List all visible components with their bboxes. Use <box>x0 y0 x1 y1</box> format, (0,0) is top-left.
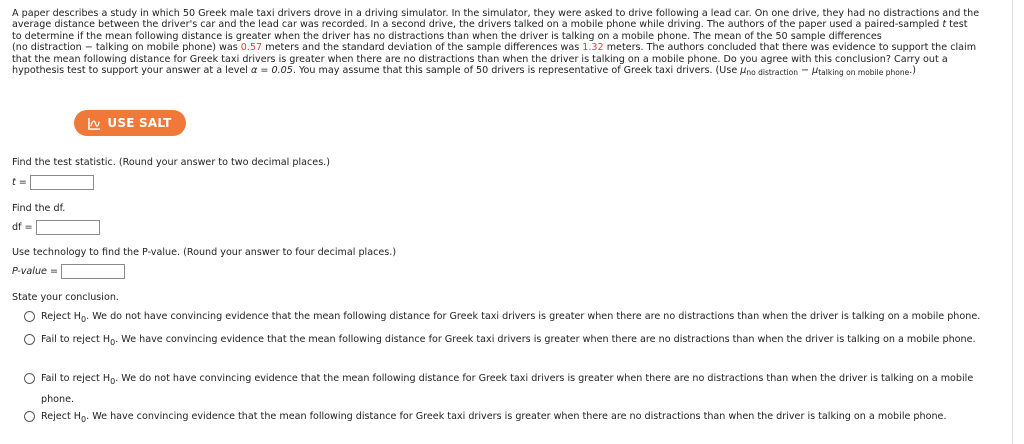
pvalue-row <box>12 264 125 279</box>
option-1-sub: 0 <box>81 314 87 324</box>
prompt-line-4 <box>12 42 1008 53</box>
prompt-line-3: to determine if the mean following distance is greater when the driver has no distractions than when the driver is talking on a mobile phone. The mean of the 50 sample differences <box>12 30 882 42</box>
option-1-prefix: Reject H <box>41 311 82 322</box>
option-4-prefix: Reject H <box>41 411 82 422</box>
conclusion-option-2[interactable] <box>24 331 1001 352</box>
prompt-line-1: A paper describes a study in which 50 Greek male taxi drivers drove in a driving simulator. In the simulator, they were asked to drive following a lead car. On one drive, they had no distractions and the <box>12 8 980 19</box>
option-4-body: . We have convincing evidence that the mean following distance for Greek taxi drivers is greater when there are no distractions than when the driver is talking on a mobile phone. <box>86 411 947 422</box>
df-row <box>12 220 100 235</box>
df-input[interactable] <box>36 220 100 235</box>
conclusion-option-1[interactable] <box>24 308 1001 329</box>
prompt-line-6b: . You may assume that this sample of 50 drivers is representative of Greek taxi drivers. (Use <box>292 65 741 77</box>
radio-button-2[interactable] <box>24 334 35 345</box>
mu-subscript-2: talking on mobile phone <box>818 68 910 78</box>
pvalue-question: Use technology to find the P-value. (Round your answer to four decimal places.) <box>12 247 397 258</box>
mu-subscript-1: no distraction <box>746 68 798 78</box>
prompt-line-2 <box>12 19 1008 30</box>
use-salt-label: USE SALT <box>107 116 172 130</box>
conclusion-question: State your conclusion. <box>12 292 119 303</box>
alpha-level: α = 0.05 <box>251 65 293 77</box>
prompt-line-2-text: average distance between the driver's car and the lead car was recorded. In a second drive, the drivers talked on a mobile phone while driving. The authors of the paper used a paired-sampled <box>12 19 943 31</box>
salt-chart-icon <box>88 117 101 130</box>
prompt-line-2-end: test <box>946 19 968 31</box>
option-1-text <box>41 308 1001 329</box>
prompt-line-4a: (no distraction − talking on mobile phone) was <box>12 42 241 54</box>
pvalue-input[interactable] <box>61 264 125 279</box>
problem-statement <box>12 8 1008 78</box>
radio-button-1[interactable] <box>24 311 35 322</box>
prompt-line-6a: hypothesis test to support your answer at a level <box>12 65 252 77</box>
pvalue-label: P-value = <box>12 266 59 277</box>
prompt-line-4b: meters and the standard deviation of the sample differences was <box>262 42 583 54</box>
radio-button-3[interactable] <box>24 373 35 384</box>
prompt-line-4c: meters. The authors concluded that there was evidence to support the claim <box>603 42 977 54</box>
prompt-line-6 <box>12 65 1008 78</box>
prompt-line-5: that the mean following distance for Greek taxi drivers is greater when there are no distractions than when the driver is talking on a mobile phone. Do you agree with this conclusion? Carry out a <box>12 53 948 65</box>
df-label: df = <box>12 222 33 233</box>
conclusion-option-3[interactable] <box>24 370 1001 409</box>
sd-value: 1.32 <box>582 42 604 54</box>
option-3-sub: 0 <box>110 376 116 386</box>
option-2-prefix: Fail to reject H <box>41 334 111 345</box>
prompt-line-6-end: .) <box>909 65 916 77</box>
conclusion-option-4[interactable] <box>24 408 1001 429</box>
t-symbol: t <box>942 19 947 31</box>
mean-value: 0.57 <box>240 42 263 54</box>
use-salt-button[interactable] <box>74 110 186 136</box>
test-stat-input[interactable] <box>30 175 94 190</box>
option-1-body: . We do not have convincing evidence that the mean following distance for Greek taxi drivers is greater when there are no distractions than when the driver is talking on a mobile phone. <box>86 311 981 322</box>
test-stat-question: Find the test statistic. (Round your answer to two decimal places.) <box>12 157 330 168</box>
option-4-text <box>41 408 1001 429</box>
test-stat-row <box>12 175 94 190</box>
mu-symbol-1: μ <box>740 65 747 77</box>
option-2-body: . We have convincing evidence that the mean following distance for Greek taxi drivers is greater when there are no distractions than when the driver is talking on a mobile phone. <box>115 334 976 345</box>
test-stat-label: t = <box>12 177 27 188</box>
minus-sign: − <box>797 65 813 77</box>
option-4-sub: 0 <box>81 414 87 424</box>
radio-button-4[interactable] <box>24 411 35 422</box>
option-2-sub: 0 <box>110 337 116 347</box>
option-3-text <box>41 370 1001 409</box>
df-question: Find the df. <box>12 203 66 214</box>
mu-symbol-2: μ <box>812 65 819 77</box>
option-3-body: . We do not have convincing evidence that the mean following distance for Greek taxi drivers is greater when there are no distractions than when the driver is talking on a mobile phone. <box>41 373 974 405</box>
option-2-text <box>41 331 1001 352</box>
option-3-prefix: Fail to reject H <box>41 373 111 384</box>
